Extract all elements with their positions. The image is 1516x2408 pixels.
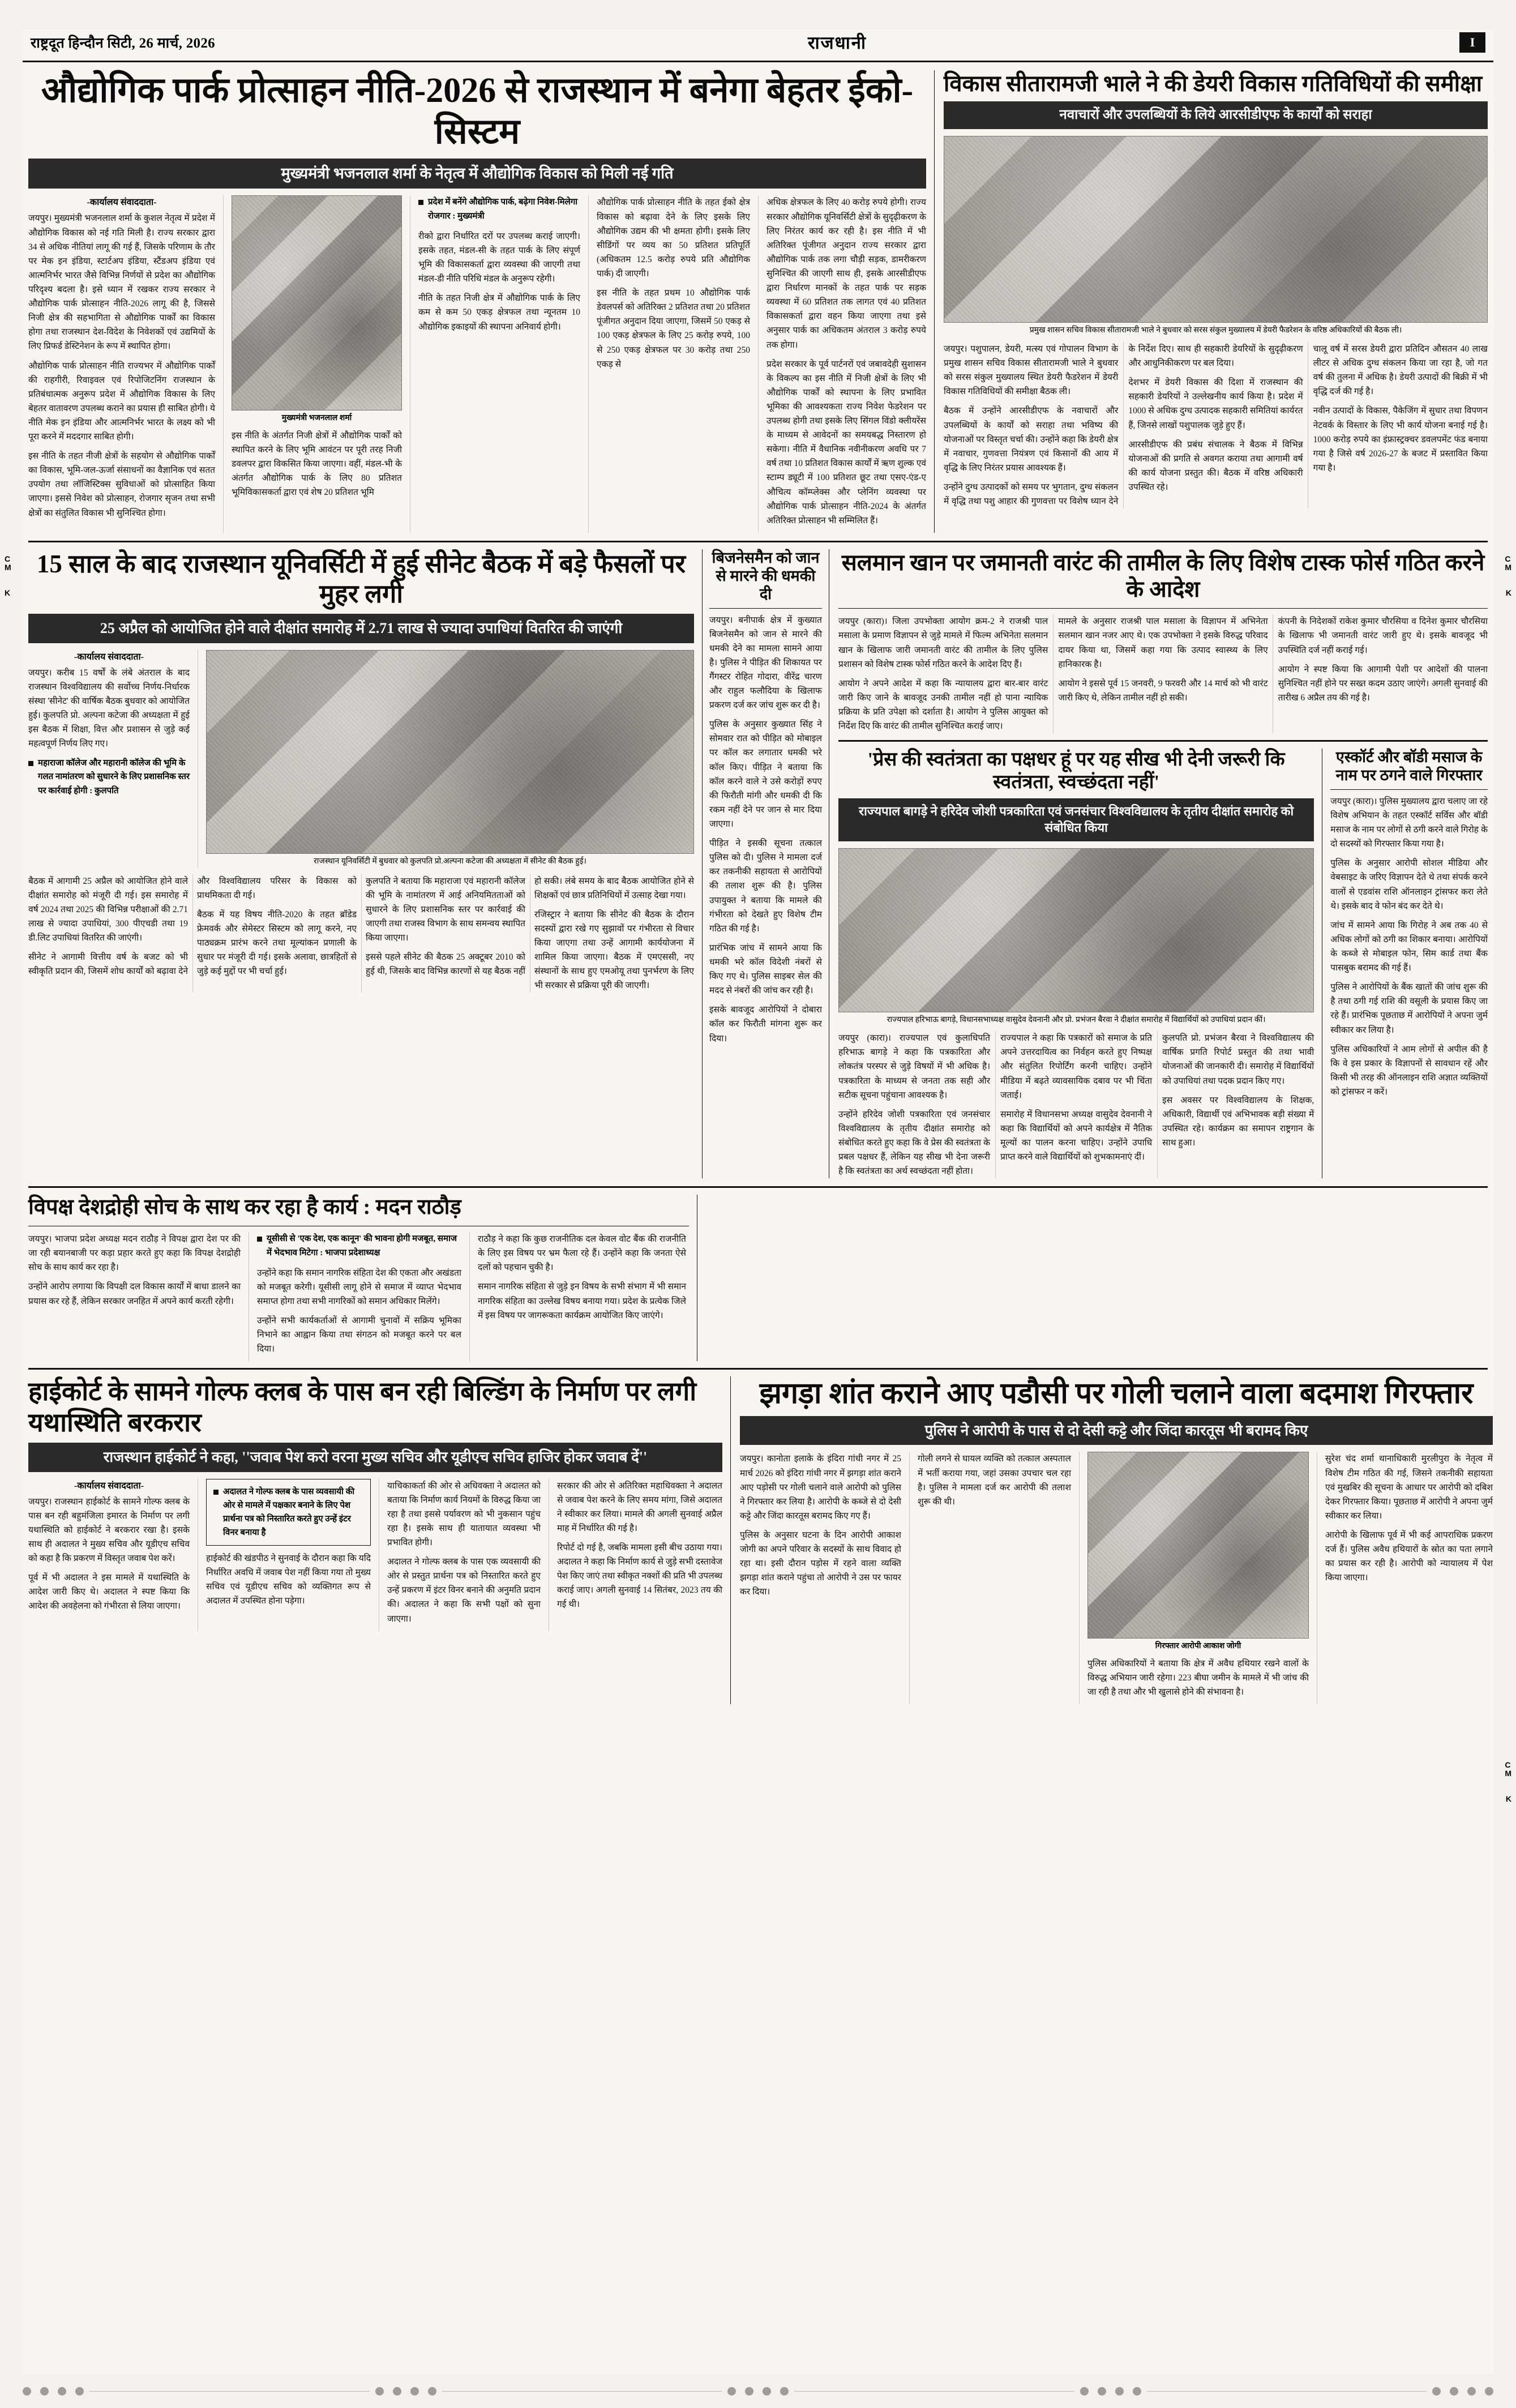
calibration-dot — [1133, 2387, 1141, 2396]
senate-col-1 — [28, 650, 198, 867]
divider — [28, 1186, 1488, 1188]
salman-para: मामले के अनुसार राजश्री पाल मसाला के विज्ञापन में अभिनेता सलमान खान नजर आए थे। एक उपभोक्ता ने इसके विरुद्ध परिवाद दायर किया था, जिसमें कहा गया कि उत्पाद स्वास्थ्य के लिए हानिकारक है। — [1058, 617, 1268, 669]
dairy-para: नवीन उत्पादों के विकास, पैकेजिंग में सुधार तथा विपणन नेटवर्क के विस्तार के लिए भी कार्य योजना बनाई गई है। 1000 करोड़ रुपये का इंफ्रास्ट्रक्चर डवलपमेंट फंड बनाया गया है जिसे वर्ष 2026-27 के बजट में प्रस्तावित किया गया है। — [1313, 406, 1488, 473]
senate-headline: 15 साल के बाद राजस्थान यूनिवर्सिटी में हुई सीनेट बैठक में बड़े फैसलों पर मुहर लगी — [36, 549, 686, 609]
neighbor-cols — [740, 1452, 1493, 1704]
opposition-bullet-text: यूसीसी से 'एक देश, एक कानून' की भावना होगी मजबूत, समाज में भेदभाव मिटेगा : भाजपा प्रदेशाध्यक्ष — [267, 1234, 457, 1258]
opposition-col-2 — [249, 1232, 470, 1361]
salman-body — [838, 614, 1488, 733]
divider — [838, 608, 1488, 609]
threat-para: प्रारंभिक जांच में सामने आया कि धमकी भरे कॉल विदेशी नंबरों से किए गए थे। पुलिस साइबर सेल की मदद से नंबरों की जांच कर रही है। — [709, 943, 822, 996]
opposition-para: राठौड़ ने कहा कि कुछ राजनीतिक दल केवल वोट बैंक की राजनीति के लिए इस विषय पर भ्रम फैला रहे हैं। उन्होंने कहा कि जनता ऐसे दलों को पहचान चुकी है। — [478, 1234, 686, 1273]
calibration-dot — [727, 2387, 736, 2396]
reg-m: M — [1505, 1769, 1511, 1778]
calibration-dot — [23, 2387, 31, 2396]
salman-para: कंपनी के निदेशकों राकेश कुमार चौरसिया व दिनेश कुमार चौरसिया के खिलाफ भी जमानती वारंट जारी हुए थे। इसके बावजूद भी उपस्थिति दर्ज नहीं कराई गई। — [1278, 617, 1488, 655]
threat-story — [702, 549, 829, 1178]
calibration-dot — [1080, 2387, 1089, 2396]
masthead — [23, 29, 1493, 62]
page-content — [23, 62, 1493, 1704]
press-para: राज्यपाल ने कहा कि पत्रकारों को समाज के प्रति अपने उत्तरदायित्व का निर्वहन करते हुए निष्पक्ष और संतुलित रिपोर्टिंग करनी चाहिए। उन्होंने मीडिया में बढ़ते व्यावसायिक दबाव पर भी चिंता जताई। — [1000, 1033, 1153, 1100]
dot-group — [23, 2387, 84, 2396]
opposition-story — [28, 1195, 697, 1361]
neighbor-photo-caption: गिरफ्तार आरोपी आकाश जोगी — [1155, 1642, 1241, 1651]
reg-c: C — [1505, 1760, 1511, 1769]
print-calibration-strip — [23, 2384, 1493, 2398]
dairy-para: जयपुर। पशुपालन, डेयरी, मत्स्य एवं गोपालन विभाग के प्रमुख शासन सचिव विकास सीतारामजी भाले ने बुधवार को सरस संकुल मुख्यालय स्थित डेयरी फैडरेशन में डेयरी विकास गतिविधियों की समीक्षा बैठक ली। — [944, 344, 1119, 397]
dairy-para: आरसीडीएफ की प्रबंध संचालक ने बैठक में विभिन्न योजनाओं की प्रगति से अवगत कराया तथा आगामी वर्ष की कार्य योजना प्रस्तुत की। बैठक में वरिष्ठ अधिकारी उपस्थित रहे। — [1128, 439, 1303, 492]
threat-headline: बिजनेसमैन को जान से मारने की धमकी दी — [712, 549, 820, 602]
reg-mark-cm-left — [5, 555, 11, 572]
calibration-dot — [393, 2387, 401, 2396]
calibration-dot — [410, 2387, 419, 2396]
lead-para: अधिक क्षेत्रफल के लिए 40 करोड़ रुपये होगी। राज्य सरकार औद्योगिक यूनिवर्सिटी क्षेत्रों के सुदृढ़ीकरण के लिए निरंतर कार्य कर रही है। इस नीति में भी अतिरिक्त पूंजीगत अनुदान राज्य सरकार द्वारा औद्योगिक पार्क तक लगा चौड़ी सड़क, डामरीकरण सुनिश्चित की जाएगी साथ ही, इसके आरसीडीएफ द्वारा निर्धारण मानकों के तहत पार्क पर सड़क व्यवस्था में 60 प्रतिशत तक लागत एवं 40 प्रतिशत विकासकर्ता द्वारा वहन किया जाएगा तथा इसे अनुसार पार्क का अधिकतम अंतराल 3 करोड़ रुपये तक होगा। — [766, 198, 926, 350]
neighbor-col-photo — [1080, 1452, 1317, 1704]
highcourt-col-1 — [28, 1479, 198, 1631]
senate-byline: -कार्यालय संवाददाता- — [74, 652, 144, 662]
opposition-bullet-box — [257, 1232, 461, 1260]
lead-col-4 — [589, 195, 759, 533]
senate-kicker: 25 अप्रैल को आयोजित होने वाले दीक्षांत समारोह में 2.71 लाख से ज्यादा उपाधियां वितरित की जाएंगी — [28, 614, 694, 643]
escort-para: पुलिस अधिकारियों ने आम लोगों से अपील की है कि वे इस प्रकार के विज्ञापनों से सावधान रहें और किसी भी तरह की ऑनलाइन राशि अज्ञात व्यक्तियों को ट्रांसफर न करें। — [1330, 1044, 1488, 1097]
neighbor-kicker: पुलिस ने आरोपी के पास से दो देसी कट्टे और जिंदा कारतूस भी बरामद किए — [740, 1416, 1493, 1445]
highcourt-headline: हाईकोर्ट के सामने गोल्फ क्लब के पास बन रही बिल्डिंग के निर्माण पर लगी यथास्थिति बरकरार — [28, 1377, 697, 1437]
highcourt-para: अदालत ने गोल्फ क्लब के पास एक व्यवसायी की ओर से प्रस्तुत प्रार्थना पत्र को निस्तारित करते हुए उन्हें प्रकरण में इंटर विनर बनाने की अनुमति प्रदान की। अदालत ने कहा कि सभी पक्षों को सुना जाएगा। — [387, 1557, 541, 1624]
calibration-dot — [58, 2387, 66, 2396]
press-story — [838, 749, 1322, 1178]
reg-mark-k-right-2 — [1506, 1795, 1511, 1803]
highcourt-para: पूर्व में भी अदालत ने इस मामले में यथास्थिति के आदेश जारी किए थे। अदालत ने स्पष्ट किया कि आदेश की अवहेलना को गंभीरता से लिया जाएगा। — [28, 1573, 190, 1611]
reg-mark-cm-right — [1505, 555, 1511, 572]
calibration-dot — [1432, 2387, 1441, 2396]
neighbor-para: जयपुर। कानोता इलाके के इंदिरा गांधी नगर में 25 मार्च 2026 को इंदिरा गांधी नगर में झगड़ा शांत कराने आए पड़ोसी पर गोली चलाने वाले आरोपी को पुलिस ने गिरफ्तार कर लिया है। आरोपी के कब्जे से दो देसी कट्टे और जिंदा कारतूस बरामद किए गए हैं। — [740, 1454, 901, 1521]
opposition-para: उन्होंने आरोप लगाया कि विपक्षी दल विकास कार्यों में बाधा डालने का प्रयास कर रहे हैं, लेकिन सरकार जनहित में अपने कार्य करती रहेगी। — [28, 1282, 241, 1306]
press-photo — [838, 848, 1314, 1012]
lead-para: नीति के तहत निजी क्षेत्र में औद्योगिक पार्क के लिए कम से कम 50 एकड़ क्षेत्रफल तथा न्यूनतम 10 औद्योगिक इकाइयों की स्थापना अनिवार्य होगी। — [418, 293, 580, 332]
opposition-headline: विपक्ष देशद्रोही सोच के साथ कर रहा है कार्य : मदन राठौड़ — [28, 1195, 461, 1220]
lead-para: प्रदेश सरकार के पूर्व पार्टनरों एवं जबावदेही सुशासन के विकल्प का इस नीति में निजी क्षेत्रों के लिए भी औद्योगिक पार्कों को स्थापना के लिए प्रभावित भूमिका की आवश्यकता राज्य निवेश फेडरेशन पर उपलब्ध होगी तथा इसके लिए सिंगल विंडो क्लीयरेंस के माध्यम से आवेदनों का समयबद्ध निस्तारण हो सकेगा। नीति में वैधानिक नवीनीकरण अवधि पर 7 वर्ष तथा 10 प्रतिशत विकास कार्यों में ऋण शुल्क एवं स्टाम्प ड्यूटी में 100 प्रतिशत छूट तथा एसए-एंड-ए औचित्य कॉम्प्लेक्स और प्लेनिंग व्यवस्था पर औद्योगिक पार्क प्रोत्साहन नीति-2024 के अंतर्गत अतिरिक्त प्रोत्साहन भी सम्मिलित हैं। — [766, 359, 926, 525]
threat-para: जयपुर। बनीपार्क क्षेत्र में कुख्यात बिजनेसमैन को जान से मारने की धमकी देने का मामला सामने आया है। पुलिस ने पीड़ित की शिकायत पर गैंगस्टर रोहित गोदारा, वीरेंद्र चारण और राहुल फलौदिया के खिलाफ प्रकरण दर्ज कर जांच शुरू कर दी है। — [709, 615, 822, 711]
lead-headline: औद्योगिक पार्क प्रोत्साहन नीति-2026 से राजस्थान में बनेगा बेहतर ईको-सिस्टम — [41, 71, 914, 152]
lead-para: इस नीति के तहत प्रथम 10 औद्योगिक पार्क डेवलपर्स को अतिरिक्त 2 प्रतिशत तथा 20 प्रतिशत पूंजीगत अनुदान दिया जाएगा, जिसमें 50 एकड़ से 100 एकड़ क्षेत्रफल के लिए 25 करोड़ रुपये, 100 से 250 एकड़ क्षेत्रफल पर 30 करोड़ तथा 250 एकड़ से — [597, 288, 750, 369]
dairy-photo — [944, 136, 1488, 323]
senate-para: जयपुर। करीब 15 वर्षों के लंबे अंतराल के बाद राजस्थान विश्वविद्यालय की सर्वोच्च निर्णय-निर्धारक संस्था 'सीनेट' की वार्षिक बैठक बुधवार को आयोजित हुई। कुलपति प्रो. अल्पना कटेजा की अध्यक्षता में हुई इस बैठक में शिक्षा, वित्त और प्रशासन से जुड़े कई महत्वपूर्ण निर्णय लिए गए। — [28, 668, 190, 749]
calibration-dot — [40, 2387, 49, 2396]
calibration-line — [442, 2391, 722, 2392]
reg-k: K — [1505, 588, 1511, 597]
divider — [28, 541, 1488, 542]
lead-photo-caption: मुख्यमंत्री भजनलाल शर्मा — [281, 414, 352, 423]
reg-mark-cm-right-2 — [1505, 1761, 1511, 1778]
senate-para: इससे पहले सीनेट की बैठक 25 अक्टूबर 2010 को हुई थी, जिसके बाद विभिन्न कारणों से यह बैठक नहीं हो सकी। लंबे समय के बाद बैठक आयोजित होने से शिक्षकों एवं छात्र प्रतिनिधियों में उत्साह देखा गया। — [366, 876, 694, 977]
calibration-dot — [1098, 2387, 1106, 2396]
escort-story — [1322, 749, 1488, 1178]
opposition-para: उन्होंने सभी कार्यकर्ताओं से आगामी चुनावों में सक्रिय भूमिका निभाने का आह्वान किया तथा संगठन को मजबूत करने पर बल दिया। — [257, 1315, 461, 1354]
highcourt-cols — [28, 1479, 722, 1631]
lead-col-5 — [759, 195, 926, 533]
senate-bullet-text: महाराजा कॉलेज और महारानी कॉलेज की भूमि के गलत नामांतरण को सुधारने के लिए प्रशासनिक स्तर पर कार्रवाई होगी : कुलपति — [38, 758, 190, 796]
dairy-para: उन्होंने दुग्ध उत्पादकों को समय पर भुगतान, दुग्ध संकलन में वृद्धि तथा पशु आहार की गुणवत्ता पर विशेष ध्यान देने के निर्देश दिए। साथ ही सहकारी डेयरियों के सुदृढ़ीकरण और आधुनिकीकरण पर बल दिया। — [944, 344, 1303, 507]
second-band — [28, 549, 1488, 1178]
bullet-square-icon — [213, 1490, 219, 1495]
neighbor-col-1 — [740, 1452, 910, 1704]
highcourt-bullet-box — [206, 1479, 371, 1546]
escort-para: जांच में सामने आया कि गिरोह ने अब तक 40 से अधिक लोगों को ठगी का शिकार बनाया। आरोपियों के कब्जे से मोबाइल फोन, सिम कार्ड तथा बैंक पासबुक बरामद की गई हैं। — [1330, 920, 1488, 973]
escort-para: पुलिस ने आरोपियों के बैंक खातों की जांच शुरू की है तथा ठगी गई राशि की वसूली के प्रयास किए जा रहे हैं। प्रारंभिक पूछताछ में आरोपियों ने अपना जुर्म स्वीकार कर लिया है। — [1330, 982, 1488, 1035]
salman-headline: सलमान खान पर जमानती वारंट की तामील के लिए विशेष टास्क फोर्स गठित करने के आदेश — [841, 549, 1485, 602]
highcourt-col-3 — [379, 1479, 549, 1631]
salman-story — [829, 549, 1488, 1178]
neighbor-headline: झगड़ा शांत कराने आए पडौसी पर गोली चलाने वाला बदमाश गिरफ्तार — [759, 1378, 1474, 1410]
escort-body — [1330, 794, 1488, 1099]
press-headline: 'प्रेस की स्वतंत्रता का पक्षधर हूं पर यह सीख भी देनी जरूरी कि स्वतंत्रता, स्वच्छंदता नहीं' — [867, 749, 1285, 793]
calibration-dot — [745, 2387, 753, 2396]
reg-k: K — [5, 588, 11, 597]
senate-para: रजिस्ट्रार ने बताया कि सीनेट की बैठक के दौरान सदस्यों द्वारा रखे गए सुझावों पर गंभीरता से विचार किया जाएगा तथा उन्हें आगामी कार्ययोजना में शामिल किया जाएगा। बैठक में एमएससी, नए संस्थानों के साथ हुए एमओयू तथा पुनर्भरण के लिए भी सरकार से प्रक्रिया पूरी की जाएगी। — [534, 909, 694, 991]
dairy-photo-caption: प्रमुख शासन सचिव विकास सीतारामजी भाले ने बुधवार को सरस संकुल मुख्यालय में डेयरी फैडरेशन के वरिष्ठ अधिकारियों की बैठक ली। — [1029, 326, 1402, 335]
calibration-dot — [763, 2387, 771, 2396]
lead-upper — [28, 195, 926, 533]
lead-col-3 — [410, 195, 589, 533]
senate-photo-caption: राजस्थान यूनिवर्सिटी में बुधवार को कुलपति प्रो.अल्पना कटेजा की अध्यक्षता में सीनेट की बैठक हुई। — [314, 857, 586, 866]
reg-c: C — [5, 554, 11, 563]
press-escort-band — [838, 749, 1488, 1178]
neighbor-para: गोली लगने से घायल व्यक्ति को तत्काल अस्पताल में भर्ती कराया गया, जहां उसका उपचार चल रहा है। पुलिस ने मामला दर्ज कर आरोपी की तलाश शुरू की थी। — [918, 1454, 1071, 1507]
calibration-dot — [75, 2387, 84, 2396]
highcourt-col-4 — [549, 1479, 722, 1631]
dairy-para: देशभर में डेयरी विकास की दिशा में राजस्थान की सहकारी डेयरियों ने उल्लेखनीय कार्य किया है। प्रदेश में 1000 से अधिक दुग्ध उत्पादक सहकारी समितियां कार्यरत हैं, जिनसे लाखों पशुपालक जुड़े हुए हैं। — [1128, 378, 1303, 430]
masthead-edition: राष्ट्रदूत हिन्दौन सिटी, 26 मार्च, 2026 — [31, 35, 215, 51]
opposition-para: उन्होंने कहा कि समान नागरिक संहिता देश की एकता और अखंडता को मजबूत करेगी। यूसीसी लागू होने से समाज में व्याप्त भेदभाव समाप्त होगा तथा सभी नागरिकों को समान अधिकार मिलेंगे। — [257, 1268, 461, 1306]
newspaper-sheet — [23, 29, 1493, 2374]
neighbor-para: पुलिस के अनुसार घटना के दिन आरोपी आकाश जोगी का अपने परिवार के सदस्यों के साथ विवाद हो रहा था। इसी दौरान पड़ोस में रहने वाला व्यक्ति झगड़ा शांत कराने पहुंचा तो आरोपी ने उस पर फायर कर दिया। — [740, 1530, 901, 1597]
reg-m: M — [5, 563, 11, 572]
escort-headline: एस्कॉर्ट और बॉडी मसाज के नाम पर ठगने वाले गिरफ्तार — [1335, 749, 1483, 784]
highcourt-para: जयपुर। राजस्थान हाईकोर्ट के सामने गोल्फ क्लब के पास बन रही बहुमंजिला इमारत के निर्माण पर लगी यथास्थिति को हाईकोर्ट ने बरकरार रखा है। इसके साथ ही अदालत ने मुख्य सचिव और यूडीएच सचिव को कहा है कि प्रकरण में विस्तृत जवाब पेश करें। — [28, 1496, 190, 1564]
calibration-dot — [780, 2387, 789, 2396]
salman-para: आयोग ने इससे पूर्व 15 जनवरी, 9 फरवरी और 14 मार्च को भी वारंट जारी किए थे, लेकिन तामील नहीं हो सकी। — [1058, 678, 1268, 703]
salman-para: आयोग ने अपने आदेश में कहा कि न्यायालय द्वारा बार-बार वारंट जारी किए जाने के बावजूद उनकी तामील नहीं हो पाना न्यायिक प्रक्रिया के प्रति उपेक्षा को दर्शाता है। आयोग ने पुलिस आयुक्त को निर्देश दिए कि वारंट की तामील सुनिश्चित कराई जाए। — [838, 678, 1048, 732]
press-para: समारोह में विधानसभा अध्यक्ष वासुदेव देवनानी ने कहा कि विद्यार्थियों को अपने कार्यक्षेत्र में नैतिक मूल्यों का पालन करना चाहिए। उन्होंने उपाधि प्राप्त करने वाले विद्यार्थियों को शुभकामनाएं दीं। — [1000, 1109, 1153, 1162]
press-para: इस अवसर पर विश्वविद्यालय के शिक्षक, अधिकारी, विद्यार्थी एवं अभिभावक बड़ी संख्या में उपस्थित रहे। कार्यक्रम का समापन राष्ट्रगान के साथ हुआ। — [1162, 1095, 1314, 1148]
dairy-headline: विकास सीतारामजी भाले ने की डेयरी विकास गतिविधियों की समीक्षा — [944, 71, 1483, 96]
dairy-para: चालू वर्ष में सरस डेयरी द्वारा प्रतिदिन औसतन 40 लाख लीटर से अधिक दुग्ध संकलन किया जा रहा है, जो गत वर्ष की तुलना में अधिक है। डेयरी उत्पादों की बिक्री में भी वृद्धि दर्ज की गई है। — [1313, 344, 1488, 397]
third-band — [28, 1195, 1488, 1361]
fourth-band — [28, 1376, 1493, 1704]
lead-col-1 — [28, 195, 224, 533]
press-body — [838, 1031, 1314, 1178]
reg-c: C — [1505, 554, 1511, 563]
senate-body — [28, 874, 694, 993]
lead-bullet-text: प्रदेश में बनेंगे औद्योगिक पार्क, बढ़ेगा निवेश-मिलेगा रोजगार : मुख्यमंत्री — [428, 198, 578, 221]
opposition-cols — [28, 1232, 689, 1361]
salman-para: आयोग ने स्पष्ट किया कि आगामी पेशी पर आदेशों की पालना सुनिश्चित नहीं होने पर सख्त कदम उठाए जाएंगे। अगली सुनवाई की तारीख 6 अप्रैल तय की गई है। — [1278, 664, 1488, 703]
calibration-dot — [1485, 2387, 1493, 2396]
masthead-right — [1459, 32, 1485, 53]
page-number-badge: I — [1459, 32, 1485, 53]
opposition-para: समान नागरिक संहिता से जुड़े इन विषय के सभी संभाग में भी समान नागरिक संहिता का उल्लेख विषय बनाया गया। प्रदेश के प्रत्येक जिले में इस विषय पर जागरूकता कार्यक्रम आयोजित किए जाएंगे। — [478, 1282, 686, 1320]
lead-bullet-box — [418, 195, 580, 224]
escort-para: पुलिस के अनुसार आरोपी सोशल मीडिया और वेबसाइट के जरिए विज्ञापन देते थे तथा संपर्क करने वालों से एडवांस राशि ऑनलाइन ट्रांसफर करा लेते थे। इसके बाद वे फोन बंद कर देते थे। — [1330, 858, 1488, 911]
opposition-col-1 — [28, 1232, 249, 1361]
neighbor-story — [730, 1376, 1493, 1704]
calibration-line — [89, 2391, 370, 2392]
dairy-body — [944, 342, 1488, 508]
senate-col-photo — [198, 650, 694, 867]
highcourt-kicker: राजस्थान हाईकोर्ट ने कहा, ''जवाब पेश करो वरना मुख्य सचिव और यूडीएच सचिव हाजिर होकर जवाब दें'' — [28, 1443, 722, 1472]
highcourt-story — [28, 1376, 730, 1704]
lead-para: औद्योगिक पार्क प्रोत्साहन नीति के तहत ईको क्षेत्र विकास को बढ़ावा देने के लिए इसके लिए औद्योगिक उद्यम की भी क्षमता होगी। इसके लिए सीडिंगों पर व्यय का 50 प्रतिशत प्रतिपूर्ति (अधिकतम 12.5 करोड़ रुपये प्रति औद्योगिक पार्क) दी जाएगी। — [597, 198, 750, 279]
dairy-kicker: नवाचारों और उपलब्धियों के लिये आरसीडीएफ के कार्यों को सराहा — [944, 101, 1488, 129]
divider — [838, 740, 1488, 742]
dot-group — [1080, 2387, 1141, 2396]
calibration-dot — [1450, 2387, 1458, 2396]
masthead-section-title: राजधानी — [807, 32, 867, 53]
neighbor-photo — [1087, 1452, 1309, 1639]
bullet-square-icon — [418, 200, 423, 205]
lead-byline: -कार्यालय संवाददाता- — [87, 198, 157, 208]
opposition-col-3 — [470, 1232, 686, 1361]
dot-group — [727, 2387, 789, 2396]
lead-para: रीको द्वारा निर्धारित दरों पर उपलब्ध कराई जाएगी। इसके तहत, मंडल-सी के तहत पार्क के लिए संपूर्ण भूमि की विकासकर्ता द्वारा व्यवस्था की जाएगी तथा मंडल-डी नीति परिधि मंडल के अनुरूप रहेगी। — [418, 231, 580, 284]
bullet-square-icon — [28, 761, 33, 766]
highcourt-bullet-text: अदालत ने गोल्फ क्लब के पास व्यवसायी की ओर से मामले में पक्षकार बनाने के लिए पेश प्रार्थना पत्र को निस्तारित करते हुए उन्हें इंटर विनर बनाया है — [223, 1487, 355, 1537]
lead-photo — [232, 195, 402, 410]
lead-para: जयपुर। मुख्यमंत्री भजनलाल शर्मा के कुशल नेतृत्व में प्रदेश में औद्योगिक विकास को नई गति मिली है। राज्य सरकार द्वारा 34 से अधिक नीतियां लागू की गई हैं, जिसके परिणाम के तौर पर मेक इन इंडिया, स्टार्टअप इंडिया, स्टैंडअप इंडिया एवं आत्मनिर्भर भारत जैसे विभिन्न निर्णयों से प्रदेश का औद्योगिक परिदृश्य बदला है। इसे ध्यान में रखकर राज्य सरकार ने औद्योगिक पार्क प्रोत्साहन नीति-2026 लागू की है, जिससे निजी क्षेत्र की सहभागिता से औद्योगिक पार्कों का विकास होगा तथा राजस्थान देश-विदेश के निवेशकों एवं उद्यमियों के लिए प्रिफर्ड डेस्टिनेशन के रूप में स्थापित होगा। — [28, 213, 215, 352]
salman-para: जयपुर (कारा)। जिला उपभोक्ता आयोग क्रम-2 ने राजश्री पाल मसाला के प्रमाण विज्ञापन से जुड़े मामले में फिल्म अभिनेता सलमान खान के खिलाफ जारी जमानती वारंट की तामील के लिए पुलिस प्रशासन को विशेष टास्क फोर्स गठित करने के आदेश दिए हैं। — [838, 617, 1048, 669]
highcourt-para: हाईकोर्ट की खंडपीठ ने सुनवाई के दौरान कहा कि यदि निर्धारित अवधि में जवाब पेश नहीं किया गया तो मुख्य सचिव एवं यूडीएच सचिव को व्यक्तिगत रूप से अदालत में उपस्थित होना पड़ेगा। — [206, 1553, 371, 1606]
senate-para: सीनेट ने आगामी वित्तीय वर्ष के बजट को भी स्वीकृति प्रदान की, जिसमें शोध कार्यों को बढ़ावा देने और विश्वविद्यालय परिसर के विकास को प्राथमिकता दी गई। — [28, 876, 357, 977]
neighbor-para: पुलिस अधिकारियों ने बताया कि क्षेत्र में अवैध हथियार रखने वालों के विरुद्ध अभियान जारी रहेगा। 223 बीघा जमीन के मामले में भी जांच की जा रही है तथा और भी खुलासे होने की संभावना है। — [1087, 1659, 1309, 1697]
top-band — [28, 70, 1488, 533]
press-photo-caption: राज्यपाल हरिभाऊ बागड़े, विधानसभाध्यक्ष वासुदेव देवनानी और प्रो. प्रभंजन बैरवा ने दीक्षांत समारोह में विद्यार्थियों को उपाधियां प्रदान कीं। — [887, 1015, 1266, 1024]
press-kicker: राज्यपाल बागड़े ने हरिदेव जोशी पत्रकारिता एवं जनसंचार विश्वविद्यालय के तृतीय दीक्षांत समारोह को संबोधित किया — [838, 798, 1314, 841]
highcourt-byline: -कार्यालय संवाददाता- — [74, 1481, 144, 1491]
senate-upper — [28, 650, 694, 867]
calibration-dot — [1115, 2387, 1124, 2396]
senate-para: बैठक में आगामी 25 अप्रैल को आयोजित होने वाले दीक्षांत समारोह को मंजूरी दी गई। इस समारोह में वर्ष 2024 तथा 2025 की विभिन्न परीक्षाओं की 2.71 लाख से ज्यादा उपाधियां, 300 पीएचडी तथा 19 डी.लिट उपाधियां वितरित की जाएंगी। — [28, 876, 188, 943]
calibration-dot — [1467, 2387, 1476, 2396]
third-band-right-spacer — [697, 1195, 1488, 1361]
threat-para: पीड़ित ने इसकी सूचना तत्काल पुलिस को दी। पुलिस ने मामला दर्ज कर तकनीकी सहायता से आरोपियों की तलाश शुरू की है। पुलिस उपायुक्त ने बताया कि मामले की गंभीरता को देखते हुए विशेष टीम गठित की गई है। — [709, 839, 822, 934]
neighbor-col-4 — [1317, 1452, 1493, 1704]
lead-para: औद्योगिक पार्क प्रोत्साहन नीति राज्यभर में औद्योगिक पार्कों की राहगीरी, रिवाइवल एवं रिपोजिटनिंग राजस्थान के प्रतिबंधात्मक अनुरूप प्रदेश में औद्योगिक विकास के लिए बेहतर वातावरण उपलब्ध कराने का प्रयास ही साबित होगी। ये नीति मेक इन इंडिया और आत्मनिर्भर भारत के लक्ष्य को भी पूरा करने में मददगार साबित होगी। — [28, 361, 215, 442]
neighbor-para: सुरेश चंद शर्मा थानाधिकारी मुरलीपुरा के नेतृत्व में विशेष टीम गठित की गई, जिसने तकनीकी सहायता एवं मुखबिर की सूचना के आधार पर आरोपी को दबिश देकर गिरफ्तार किया। पूछताछ में आरोपी ने अपना जुर्म स्वीकार कर लिया। — [1325, 1454, 1493, 1521]
reg-mark-k-left — [5, 589, 10, 597]
dairy-story — [934, 70, 1488, 533]
reg-m: M — [1505, 563, 1511, 572]
lead-story — [28, 70, 934, 533]
reg-mark-k-right — [1506, 589, 1511, 597]
lead-para: इस नीति के तहत नीजी क्षेत्रों के सहयोग से औद्योगिक पार्कों का विकास, भूमि-जल-ऊर्जा संसाधनों का वैज्ञानिक एवं सतत उपयोग तथा लॉजिस्टिक्स सुविधाओं को प्रोत्साहित किया जाएगा। इससे निवेश को प्रोत्साहन, रोजगार सृजन तथा सभी क्षेत्रों का संतुलित विकास भी सुनिश्चित होगा। — [28, 451, 215, 518]
neighbor-para: आरोपी के खिलाफ पूर्व में भी कई आपराधिक प्रकरण दर्ज हैं। पुलिस अवैध हथियारों के स्रोत का पता लगाने का प्रयास कर रही है। आरोपी को न्यायालय में पेश किया जाएगा। — [1325, 1530, 1493, 1583]
senate-photo — [206, 650, 694, 854]
highcourt-para: याचिकाकर्ता की ओर से अधिवक्ता ने अदालत को बताया कि निर्माण कार्य नियमों के विरुद्ध किया जा रहा है तथा इससे पर्यावरण को भी नुकसान पहुंच रहा है। इसके साथ ही यातायात व्यवस्था भी प्रभावित होगी। — [387, 1481, 541, 1548]
press-para: कुलपति प्रो. प्रभंजन बैरवा ने विश्वविद्यालय की वार्षिक प्रगति रिपोर्ट प्रस्तुत की तथा भावी योजनाओं की जानकारी दी। समारोह में विद्यार्थियों को उपाधियां तथा पदक प्रदान किए गए। — [1162, 1033, 1314, 1086]
highcourt-para: रिपोर्ट दो गई है, जबकि मामला इसी बीच उठाया गया। अदालत ने कहा कि निर्माण कार्य से जुड़े सभी दस्तावेज पेश किए जाएं तथा स्वीकृत नक्शों की प्रति भी उपलब्ध कराई जाए। अगली सुनवाई 14 सितंबर, 2023 तय की गई थी। — [557, 1543, 722, 1610]
divider — [1330, 789, 1488, 790]
senate-story — [28, 549, 702, 1178]
threat-para: पुलिस के अनुसार कुख्यात सिंह ने सोमवार रात को पीड़ित को मोबाइल पर कॉल कर लगातार धमकी भरे कॉल किए। पीड़ित ने बताया कि कॉल करने वाले ने उसे करोड़ों रुपए की फिरौती मांगी और धमकी दी कि रकम नहीं देने पर जान से मार दिया जाएगा। — [709, 720, 822, 829]
calibration-line — [794, 2391, 1074, 2392]
senate-para: कुलपति ने बताया कि महाराजा एवं महारानी कॉलेज की भूमि के नामांतरण में आई अनियमितताओं को सुधारने के लिए प्रशासनिक स्तर पर कार्रवाई की जाएगी तथा राजस्व विभाग के साथ समन्वय स्थापित किया जाएगा। — [366, 876, 525, 943]
senate-bullet-box — [28, 756, 190, 798]
senate-para: बैठक में यह विषय नीति-2020 के तहत ब्रॉडेड फ्रेमवर्क और सेमेस्टर सिस्टम को लागू करने, नए पाठ्यक्रम प्रारंभ करने तथा मूल्यांकन प्रणाली के सुधार पर मंजूरी दी गई। इसके अलावा, छात्रहितों से जुड़े कई मुद्दों पर भी चर्चा हुई। — [197, 909, 357, 977]
bullet-square-icon — [257, 1237, 262, 1242]
divider — [28, 1368, 1488, 1370]
reg-k: K — [1505, 1794, 1511, 1803]
dairy-para: बैठक में उन्होंने आरसीडीएफ के नवाचारों और उपलब्धियों के कार्यों को सराहा तथा भविष्य की योजनाओं पर विस्तृत चर्चा की। उन्होंने कहा कि डेयरी क्षेत्र में नवाचार, गुणवत्ता नियंत्रण एवं किसानों की आय में वृद्धि के लिए निरंतर प्रयास आवश्यक हैं। — [944, 406, 1119, 473]
calibration-dot — [428, 2387, 436, 2396]
press-para: उन्होंने हरिदेव जोशी पत्रकारिता एवं जनसंचार विश्वविद्यालय के तृतीय दीक्षांत समारोह को संबोधित करते हुए कहा कि वे प्रेस की स्वतंत्रता के प्रबल पक्षधर हैं, लेकिन यह सीख भी देना जरूरी है कि स्वतंत्रता का अर्थ स्वच्छंदता नहीं होता। — [838, 1109, 991, 1177]
calibration-dot — [375, 2387, 384, 2396]
lead-kicker: मुख्यमंत्री भजनलाल शर्मा के नेतृत्व में औद्योगिक विकास को मिली नई गति — [28, 159, 926, 189]
highcourt-col-2 — [198, 1479, 379, 1631]
divider — [709, 608, 822, 609]
highcourt-para: सरकार की ओर से अतिरिक्त महाधिवक्ता ने अदालत से जवाब पेश करने के लिए समय मांगा, जिसे अदालत ने स्वीकार कर लिया। मामले की अगली सुनवाई अप्रैल माह में निर्धारित की गई है। — [557, 1481, 722, 1533]
calibration-line — [1147, 2391, 1427, 2392]
escort-para: जयपुर (कारा)। पुलिस मुख्यालय द्वारा चलाए जा रहे विशेष अभियान के तहत एस्कॉर्ट सर्विस और बॉडी मसाज के नाम पर लोगों से ठगी करने वाले गिरोह के दो सदस्यों को गिरफ्तार किया गया है। — [1330, 796, 1488, 849]
dot-group — [1432, 2387, 1493, 2396]
lead-para: इस नीति के अंतर्गत निजी क्षेत्रों में औद्योगिक पार्कों को स्थापित करने के लिए भूमि आवंटन पर पूरी तरह निजी डवलपर द्वारा विकसित किया जाएगा। वहीं, मंडल-भी के अंतर्गत औद्योगिक पार्क के लिए 80 प्रतिशत भूमिविकासकर्ता द्वारा एवं शेष 20 प्रतिशत भूमि — [232, 431, 402, 498]
neighbor-col-2 — [910, 1452, 1080, 1704]
dot-group — [375, 2387, 436, 2396]
press-para: जयपुर (कारा)। राज्यपाल एवं कुलाधिपति हरिभाऊ बागड़े ने कहा कि पत्रकारिता और लोकतंत्र परस्पर से जुड़े विषयों में भी अधिक है। पत्रकारिता के माध्यम से जनता तक सही और सटीक सूचना पहुंचाना आवश्यक है। — [838, 1033, 991, 1100]
threat-para: इसके बावजूद आरोपियों ने दोबारा कॉल कर फिरौती मांगना शुरू कर दिया। — [709, 1005, 822, 1043]
opposition-para: जयपुर। भाजपा प्रदेश अध्यक्ष मदन राठौड़ ने विपक्ष द्वारा देश पर की जा रही बयानबाजी पर कड़ा प्रहार करते हुए कहा कि विपक्ष देशद्रोही सोच के साथ कार्य कर रहा है। — [28, 1234, 241, 1273]
lead-col-2 — [224, 195, 410, 533]
